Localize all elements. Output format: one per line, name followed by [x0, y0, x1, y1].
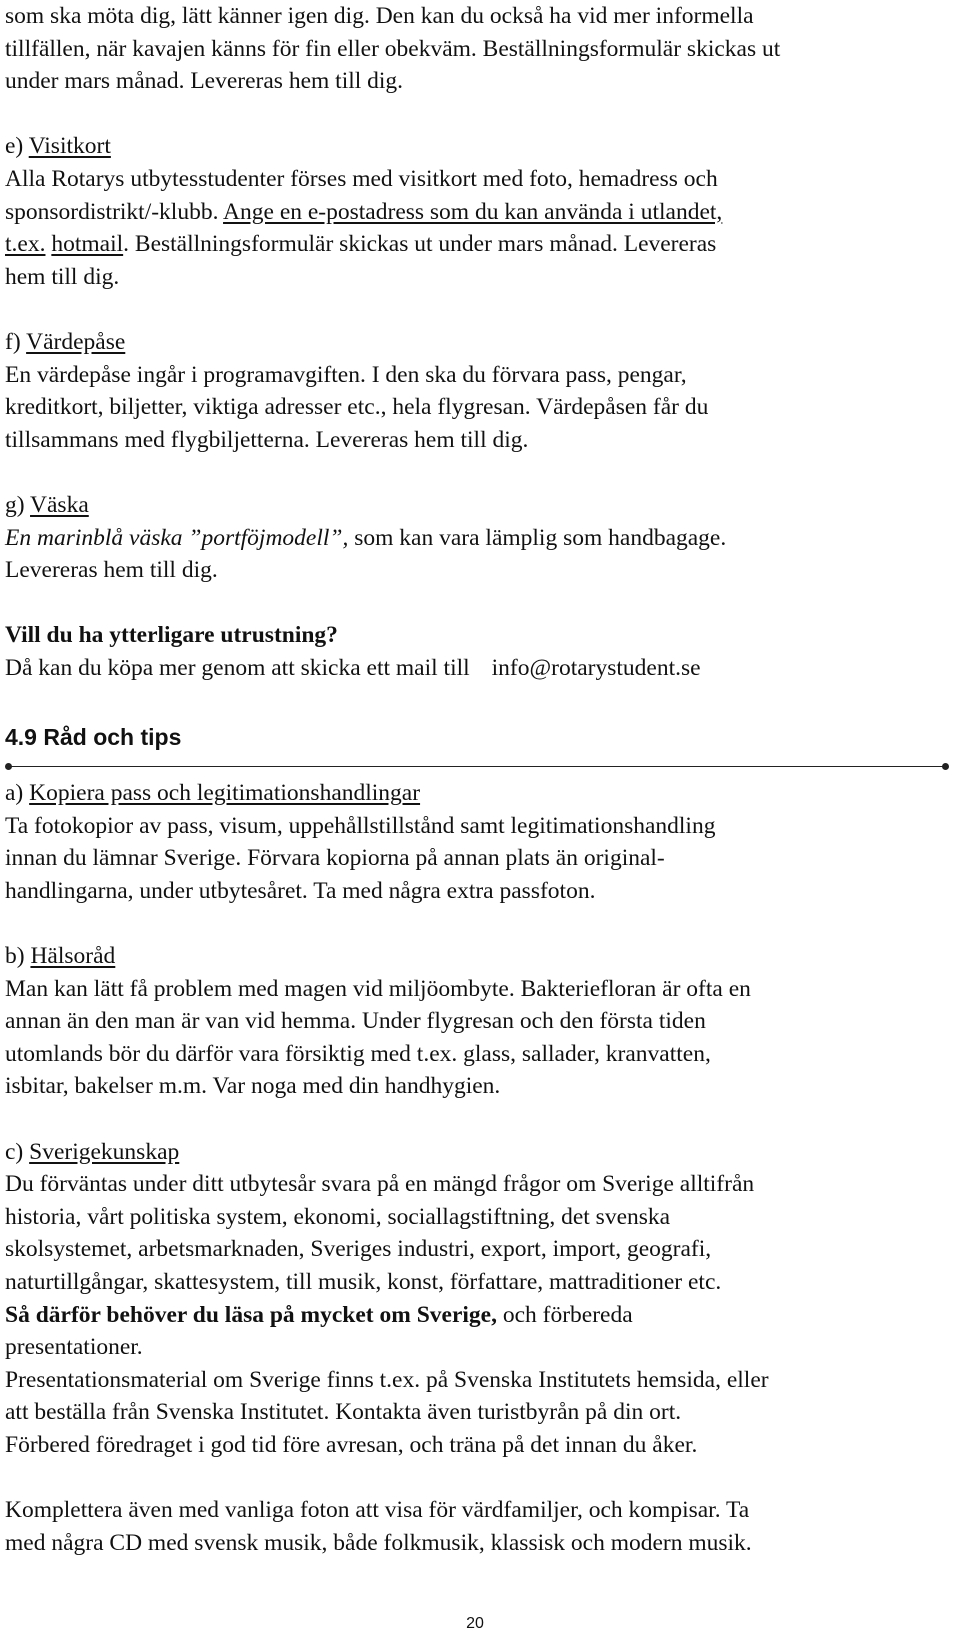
item-prefix: e) [5, 133, 29, 160]
text-line: En värdepåse ingår i programavgiften. I den ska du förvara pass, pengar, [5, 361, 687, 388]
item-prefix: a) [5, 780, 30, 807]
text-line: som ska möta dig, lätt känner igen dig. Den kan du också ha vid mer informella [5, 3, 754, 29]
text-span: och förbereda [496, 1301, 633, 1328]
section-heading: 4.9 Råd och tips [5, 724, 182, 751]
text-line: skolsystemet, arbetsmarknaden, Sveriges industri, export, import, geografi, [5, 1236, 712, 1263]
page-number: 20 [466, 1615, 484, 1632]
item-prefix: g) [5, 491, 31, 518]
text-line [5, 522, 945, 555]
text-line: att beställa från Svenska Institutet. Kontakta även turistbyrån på din ort. [5, 1399, 682, 1426]
item-heading [5, 130, 945, 163]
bold-text: Så därför behöver du läsa på mycket om Sverige, [5, 1301, 497, 1328]
text-line: annan än den man är van vid hemma. Under flygresan och den första tiden [5, 1008, 706, 1035]
item-title: Kopiera pass och legitimationshandlingar [29, 780, 421, 807]
section-c-sverigekunskap [5, 1136, 945, 1462]
section-b-halsorad [5, 940, 945, 1103]
email-address[interactable]: info@rotarystudent.se [491, 654, 701, 681]
text-span: Då kan du köpa mer genom att skicka ett mail till [5, 654, 470, 681]
text-line: naturtillgångar, skattesystem, till musik, konst, författare, mattraditioner etc. [5, 1268, 722, 1295]
item-heading [5, 326, 945, 359]
item-heading [5, 489, 945, 522]
section-a-kopiera-pass [5, 777, 945, 907]
item-heading [5, 1136, 945, 1169]
text-line [5, 652, 945, 685]
item-heading [5, 940, 945, 973]
section-e-visitkort [5, 130, 945, 293]
text-line: tillsammans med flygbiljetterna. Levereras hem till dig. [5, 426, 529, 453]
italic-text: En marinblå väska ”portföjmodell”, [5, 524, 349, 551]
extra-question: Vill du ha ytterligare utrustning? [5, 622, 338, 649]
item-prefix: c) [5, 1138, 30, 1165]
text-line [5, 1299, 945, 1332]
text-line: Presentationsmaterial om Sverige finns t.ex. på Svenska Institutets hemsida, eller [5, 1366, 769, 1393]
text-line [5, 228, 945, 261]
section-g-vaska [5, 489, 945, 587]
text-line: Alla Rotarys utbytesstudenter förses med visitkort med foto, hemadress och [5, 165, 718, 192]
item-heading [5, 777, 945, 810]
email-hint-link[interactable]: Ange en e-postadress som du kan använda i utlandet, [223, 198, 723, 225]
text-line: Man kan lätt få problem med magen vid miljöombyte. Bakteriefloran är ofta en [5, 975, 751, 1002]
item-prefix: b) [5, 943, 31, 970]
text-line: presentationer. [5, 1334, 143, 1361]
hotmail-link[interactable]: hotmail [51, 231, 124, 258]
text-line: Du förväntas under ditt utbytesår svara på en mängd frågor om Sverige alltifrån [5, 1171, 755, 1198]
text-span: . Beställningsformulär skickas ut under mars månad. Levereras [123, 231, 717, 258]
section-divider [5, 755, 945, 777]
text-line [5, 196, 945, 229]
text-line: kreditkort, biljetter, viktiga adresser etc., hela flygresan. Värdepåsen får du [5, 394, 709, 421]
text-line: med några CD med svensk musik, både folkmusik, klassisk och modern musik. [5, 1529, 752, 1556]
text-line: under mars månad. Levereras hem till dig. [5, 68, 404, 95]
item-title: Hälsoråd [30, 943, 116, 970]
text-line: Förbered föredraget i god tid före avresan, och träna på det innan du åker. [5, 1431, 698, 1458]
final-paragraph [5, 1494, 945, 1559]
item-title: Värdepåse [26, 328, 126, 355]
text-line: innan du lämnar Sverige. Förvara kopiorna på annan plats än original- [5, 845, 665, 872]
text-span: som kan vara lämplig som handbagage. [348, 524, 727, 551]
extra-equipment [5, 619, 945, 684]
text-span: sponsordistrikt/-klubb. [5, 198, 224, 225]
divider-line [7, 766, 945, 767]
text-line: handlingarna, under utbytesåret. Ta med några extra passfoton. [5, 877, 596, 904]
intro-paragraph [5, 0, 945, 98]
divider-dot-right [942, 763, 949, 770]
text-line: isbitar, bakelser m.m. Var noga med din handhygien. [5, 1073, 501, 1100]
item-prefix: f) [5, 328, 27, 355]
item-title: Väska [30, 491, 89, 518]
text-line: Komplettera även med vanliga foton att visa för värdfamiljer, och kompisar. Ta [5, 1497, 750, 1524]
text-line: historia, vårt politiska system, ekonomi, sociallagstiftning, det svenska [5, 1203, 671, 1230]
document-page [5, 0, 945, 1632]
text-line: utomlands bör du därför vara försiktig med t.ex. glass, sallader, kranvatten, [5, 1040, 711, 1067]
item-title: Visitkort [28, 133, 111, 160]
text-line: hem till dig. [5, 263, 120, 290]
text-line: Ta fotokopior av pass, visum, uppehållstillstånd samt legitimationshandling [5, 812, 716, 839]
example-link[interactable]: t.ex. [5, 231, 46, 258]
text-line: tillfällen, när kavajen känns för fin eller obekväm. Beställningsformulär skickas ut [5, 35, 781, 62]
item-title: Sverigekunskap [29, 1138, 180, 1165]
section-f-vardepase [5, 326, 945, 456]
text-line: Levereras hem till dig. [5, 557, 218, 584]
